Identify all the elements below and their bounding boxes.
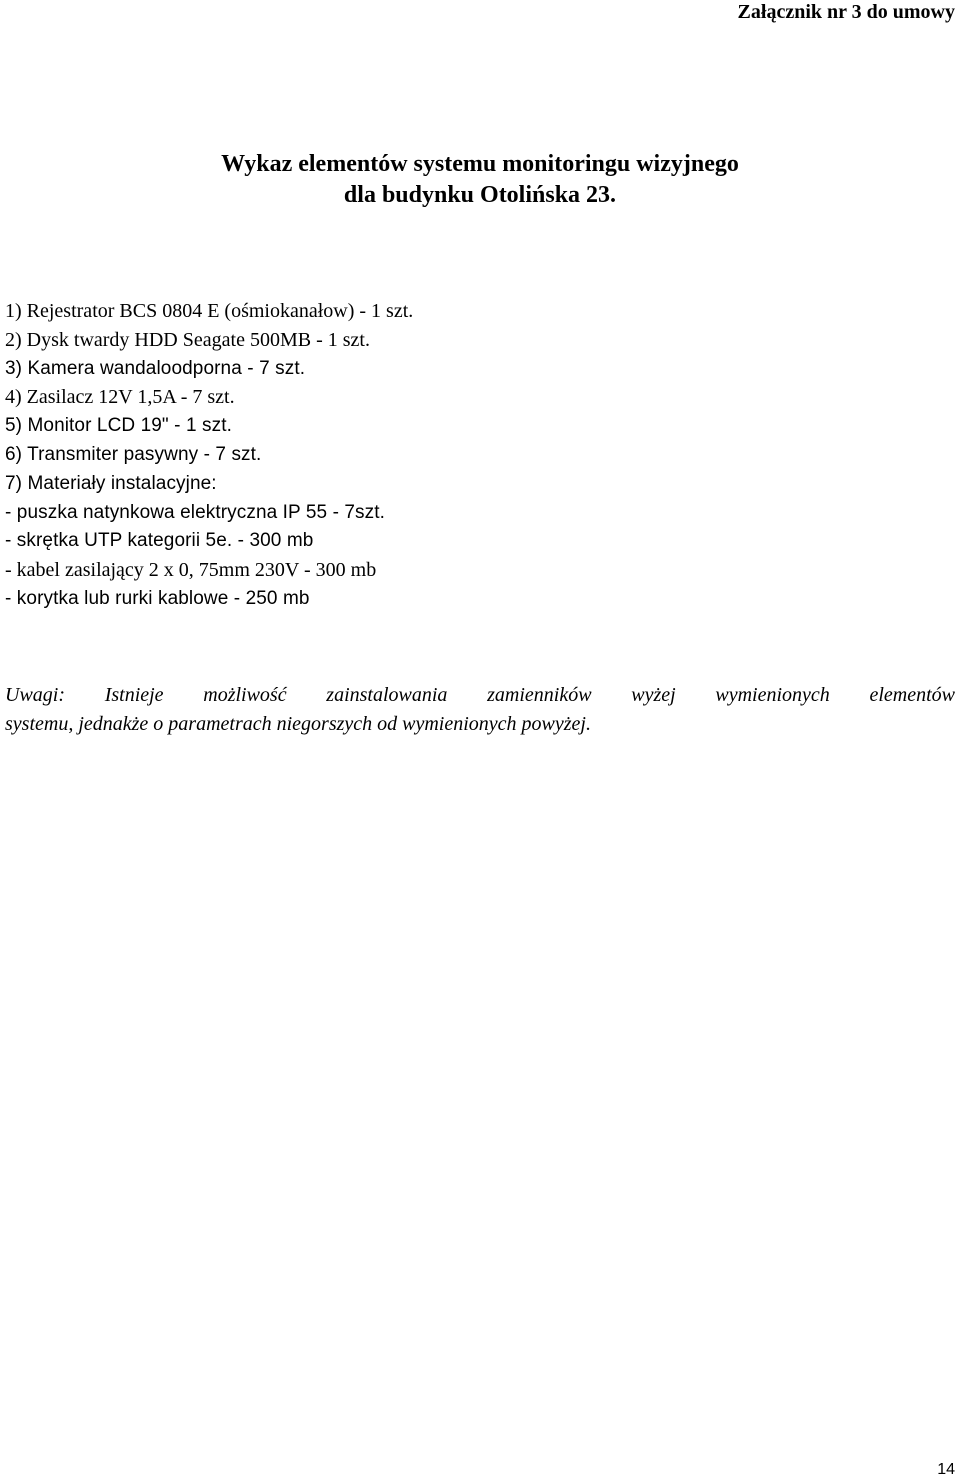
list-item: 1) Rejestrator BCS 0804 E (ośmiokanałow) - 1 szt.	[5, 300, 414, 322]
remarks-note	[5, 681, 955, 739]
list-item: 3) Kamera wandaloodporna - 7 szt.	[5, 357, 306, 379]
list-item: - kabel zasilający 2 x 0, 75mm 230V - 300 mb	[5, 559, 377, 582]
note-word: zainstalowania	[326, 684, 448, 706]
note-word: wyżej	[631, 684, 676, 706]
equipment-list	[5, 297, 413, 614]
list-item: 2) Dysk twardy HDD Seagate 500MB - 1 szt.	[5, 328, 370, 351]
document-title	[0, 149, 960, 211]
note-word: wymienionych	[715, 684, 830, 706]
note-word: zamienników	[487, 684, 592, 706]
annex-label: Załącznik nr 3 do umowy	[737, 1, 955, 23]
note-word: Istnieje	[104, 684, 164, 706]
note-word: elementów	[869, 684, 955, 706]
list-item: 5) Monitor LCD 19" - 1 szt.	[5, 415, 232, 437]
list-item: - puszka natynkowa elektryczna IP 55 - 7szt.	[5, 501, 386, 523]
note-word: możliwość	[203, 684, 287, 706]
title-line-2: dla budynku Otolińska 23.	[343, 182, 617, 208]
page-number: 14	[937, 1461, 955, 1478]
list-item: - skrętka UTP kategorii 5e. - 300 mb	[5, 530, 314, 552]
list-item: 6) Transmiter pasywny - 7 szt.	[5, 443, 262, 465]
list-item: 4) Zasilacz 12V 1,5A - 7 szt.	[5, 386, 235, 409]
list-item: - korytka lub rurki kablowe - 250 mb	[5, 587, 310, 609]
note-line-1	[5, 681, 955, 710]
note-line-2: systemu, jednakże o parametrach niegorszych od wymienionych powyżej.	[5, 713, 591, 735]
list-item: 7) Materiały instalacyjne:	[5, 472, 217, 494]
note-word: Uwagi:	[5, 684, 65, 706]
title-line-1: Wykaz elementów systemu monitoringu wizyjnego	[221, 151, 739, 177]
